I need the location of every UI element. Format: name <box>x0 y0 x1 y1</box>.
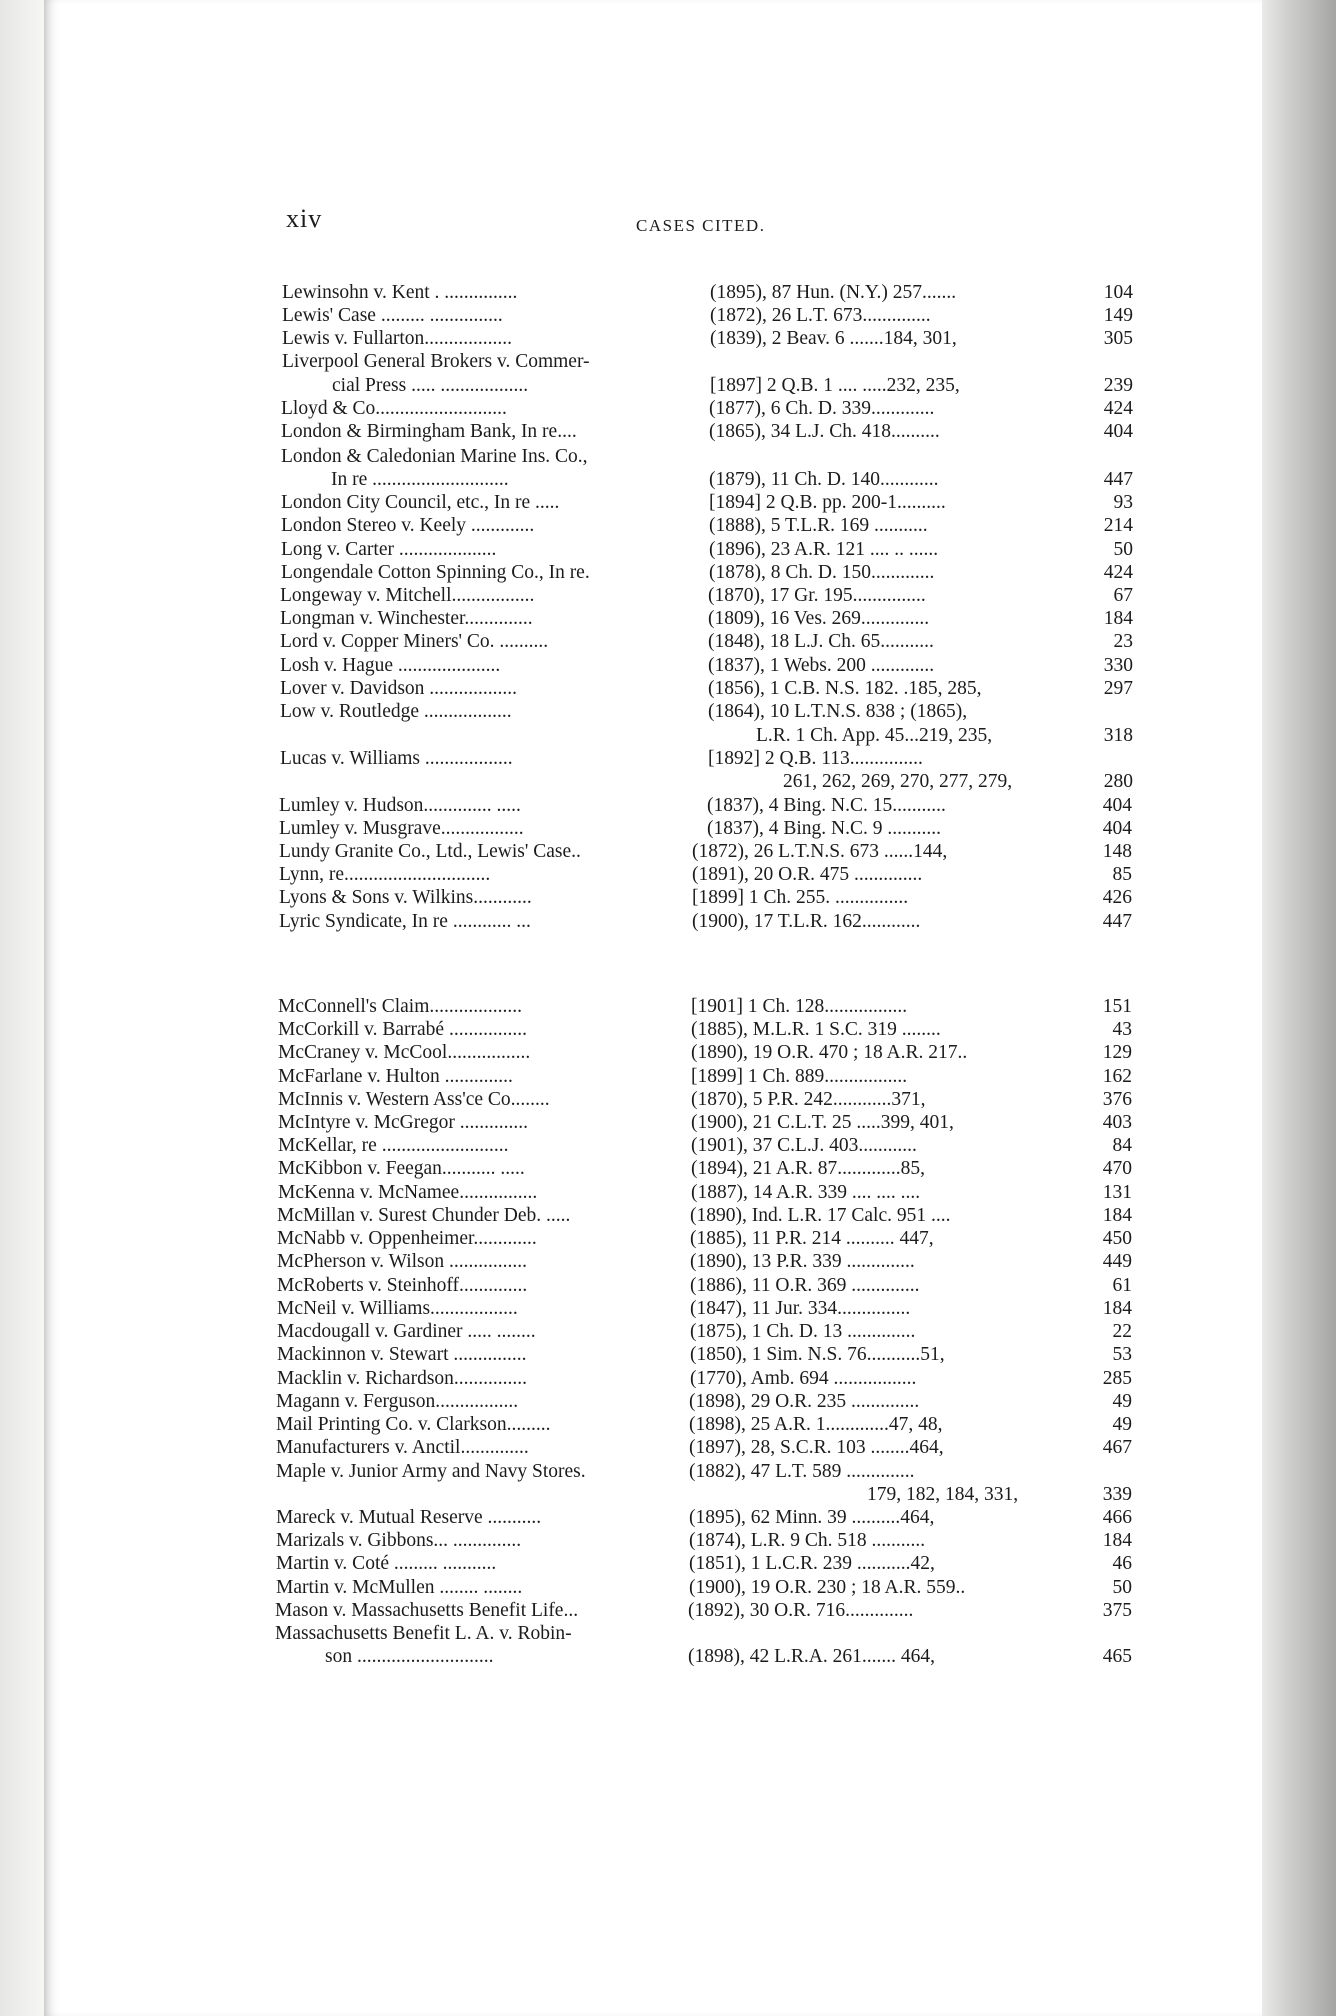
page-references: 131 <box>1102 1182 1132 1203</box>
case-citation: [1897] 2 Q.B. 1 .... .....232, 235, <box>710 375 960 396</box>
citation-line <box>0 492 1336 514</box>
citation-line <box>0 1275 1336 1297</box>
case-citation: [1899] 1 Ch. 889................. <box>691 1066 908 1087</box>
page-references: 470 <box>1102 1158 1132 1179</box>
page-references: 297 <box>1103 678 1133 699</box>
citation-line <box>0 1461 1336 1483</box>
page-references: 93 <box>1113 492 1133 513</box>
citation-line <box>0 631 1336 653</box>
citation-line <box>0 515 1336 537</box>
case-citation: (1890), Ind. L.R. 17 Calc. 951 .... <box>690 1205 951 1226</box>
case-name: Mail Printing Co. v. Clarkson......... <box>276 1414 551 1435</box>
citation-line <box>0 1182 1336 1204</box>
case-name: Marizals v. Gibbons... .............. <box>276 1530 522 1551</box>
page-references: 85 <box>1112 864 1132 885</box>
page-references: 465 <box>1102 1646 1132 1667</box>
case-citation: (1865), 34 L.J. Ch. 418.......... <box>709 421 940 442</box>
case-citation: (1856), 1 C.B. N.S. 182. .185, 285, <box>708 678 982 699</box>
page-references: 43 <box>1112 1019 1132 1040</box>
page-references: 424 <box>1103 562 1133 583</box>
case-citation: (1900), 19 O.R. 230 ; 18 A.R. 559.. <box>689 1577 966 1598</box>
citation-line <box>0 1344 1336 1366</box>
case-citation: (1900), 17 T.L.R. 162............ <box>692 911 921 932</box>
page-references: 447 <box>1103 469 1133 490</box>
case-citation: (1864), 10 L.T.N.S. 838 ; (1865), <box>708 701 968 722</box>
page-references: 404 <box>1102 795 1132 816</box>
case-name: McPherson v. Wilson ................ <box>277 1251 528 1272</box>
citation-line <box>0 1112 1336 1134</box>
case-citation: (1898), 42 L.R.A. 261....... 464, <box>688 1646 935 1667</box>
case-citation: (1892), 30 O.R. 716.............. <box>688 1600 914 1621</box>
case-citation: [1892] 2 Q.B. 113............... <box>708 748 923 769</box>
case-citation: (1890), 13 P.R. 339 .............. <box>690 1251 915 1272</box>
case-citation: (1882), 47 L.T. 589 .............. <box>689 1461 915 1482</box>
case-citation: (1895), 62 Minn. 39 ..........464, <box>689 1507 935 1528</box>
case-name: Longman v. Winchester.............. <box>280 608 533 629</box>
citation-line <box>0 398 1336 420</box>
case-name: London City Council, etc., In re ..... <box>281 492 560 513</box>
page-references: 447 <box>1102 911 1132 932</box>
citation-line <box>0 351 1336 373</box>
citation-line <box>0 1298 1336 1320</box>
case-name: McFarlane v. Hulton .............. <box>278 1066 513 1087</box>
citation-line <box>0 562 1336 584</box>
case-citation: (1895), 87 Hun. (N.Y.) 257....... <box>710 282 957 303</box>
case-citation: (1851), 1 L.C.R. 239 ...........42, <box>689 1553 935 1574</box>
case-name: McConnell's Claim................... <box>278 996 523 1017</box>
case-name: Manufacturers v. Anctil.............. <box>276 1437 529 1458</box>
citation-line <box>0 375 1336 397</box>
page-references: 318 <box>1103 725 1133 746</box>
citation-line <box>0 795 1336 817</box>
case-name: Losh v. Hague ..................... <box>280 655 501 676</box>
page-references: 148 <box>1102 841 1132 862</box>
page-references: 162 <box>1102 1066 1132 1087</box>
case-name: McInnis v. Western Ass'ce Co........ <box>278 1089 550 1110</box>
case-name: London & Birmingham Bank, In re.... <box>281 421 577 442</box>
citation-line <box>0 1205 1336 1227</box>
case-name: Long v. Carter .................... <box>281 539 497 560</box>
page-references: 449 <box>1102 1251 1132 1272</box>
citation-line <box>0 1484 1336 1506</box>
citation-line <box>0 1414 1336 1436</box>
citation-line <box>0 701 1336 723</box>
case-name: McKellar, re .......................... <box>278 1135 509 1156</box>
case-name: Maple v. Junior Army and Navy Stores. <box>276 1461 586 1482</box>
citation-line <box>0 725 1336 747</box>
case-citation: (1890), 19 O.R. 470 ; 18 A.R. 217.. <box>691 1042 968 1063</box>
case-name: Lewis' Case ......... ............... <box>282 305 503 326</box>
case-citation: [1894] 2 Q.B. pp. 200-1.......... <box>709 492 946 513</box>
running-head: CASES CITED. <box>636 216 766 235</box>
citation-line <box>0 1089 1336 1111</box>
page-references: 184 <box>1102 1530 1132 1551</box>
case-name: Lewis v. Fullarton.................. <box>282 328 513 349</box>
case-citation: (1896), 23 A.R. 121 .... .. ...... <box>709 539 939 560</box>
page-references: 285 <box>1102 1368 1132 1389</box>
page-references: 404 <box>1103 421 1133 442</box>
citation-line <box>0 1228 1336 1250</box>
page-references: 305 <box>1103 328 1133 349</box>
page-references: 129 <box>1102 1042 1132 1063</box>
citation-line <box>0 771 1336 793</box>
page-references: 49 <box>1112 1391 1132 1412</box>
page-references: 151 <box>1102 996 1132 1017</box>
case-name: McKibbon v. Feegan........... ..... <box>278 1158 525 1179</box>
citation-line <box>0 1530 1336 1552</box>
page-references: 184 <box>1102 1205 1132 1226</box>
case-name: Lewinsohn v. Kent . ............... <box>282 282 518 303</box>
page-references: 50 <box>1112 1577 1132 1598</box>
citation-line <box>0 996 1336 1018</box>
citation-line <box>0 282 1336 304</box>
case-name: Lyons & Sons v. Wilkins............ <box>279 887 532 908</box>
page-references: 84 <box>1112 1135 1132 1156</box>
citation-line <box>0 1600 1336 1622</box>
case-name: Lynn, re.............................. <box>279 864 491 885</box>
case-name: Magann v. Ferguson................. <box>276 1391 519 1412</box>
case-name: Macdougall v. Gardiner ..... ........ <box>277 1321 536 1342</box>
case-name: Liverpool General Brokers v. Commer- <box>282 351 590 372</box>
page-references: 184 <box>1102 1298 1132 1319</box>
citation-line <box>0 1437 1336 1459</box>
case-citation: (1770), Amb. 694 ................. <box>690 1368 917 1389</box>
page-references: 239 <box>1103 375 1133 396</box>
case-name: Longendale Cotton Spinning Co., In re. <box>281 562 590 583</box>
citation-line <box>0 421 1336 443</box>
page-references: 375 <box>1102 1600 1132 1621</box>
case-name: London Stereo v. Keely ............. <box>281 515 535 536</box>
citation-line <box>0 305 1336 327</box>
case-citation: 179, 182, 184, 331, <box>867 1484 1019 1505</box>
case-name: McNeil v. Williams.................. <box>277 1298 518 1319</box>
citation-line <box>0 911 1336 933</box>
case-name: Longeway v. Mitchell................. <box>280 585 535 606</box>
case-citation: (1870), 17 Gr. 195............... <box>708 585 926 606</box>
citation-line <box>0 1553 1336 1575</box>
case-citation: (1847), 11 Jur. 334............... <box>690 1298 911 1319</box>
page-references: 149 <box>1103 305 1133 326</box>
citation-line <box>0 1391 1336 1413</box>
case-citation: (1839), 2 Beav. 6 .......184, 301, <box>710 328 957 349</box>
citation-line <box>0 1019 1336 1041</box>
case-name: Lucas v. Williams .................. <box>280 748 513 769</box>
case-citation: (1837), 4 Bing. N.C. 15........... <box>707 795 946 816</box>
case-citation: (1887), 14 A.R. 339 .... .... .... <box>691 1182 921 1203</box>
case-name: McIntyre v. McGregor .............. <box>278 1112 529 1133</box>
case-citation: (1898), 25 A.R. 1.............47, 48, <box>689 1414 943 1435</box>
case-name: McCorkill v. Barrabé ................ <box>278 1019 527 1040</box>
page-references: 376 <box>1102 1089 1132 1110</box>
case-citation: (1850), 1 Sim. N.S. 76...........51, <box>690 1344 945 1365</box>
citation-line <box>0 328 1336 350</box>
page-references: 49 <box>1112 1414 1132 1435</box>
citation-line <box>0 1646 1336 1668</box>
page-references: 403 <box>1102 1112 1132 1133</box>
case-name: Martin v. Coté ......... ........... <box>276 1553 497 1574</box>
case-citation: (1870), 5 P.R. 242............371, <box>691 1089 926 1110</box>
case-citation: (1891), 20 O.R. 475 .............. <box>692 864 923 885</box>
case-citation: (1877), 6 Ch. D. 339............. <box>709 398 935 419</box>
case-citation: (1885), M.L.R. 1 S.C. 319 ........ <box>691 1019 941 1040</box>
case-citation: (1894), 21 A.R. 87.............85, <box>691 1158 925 1179</box>
case-name: McNabb v. Oppenheimer............. <box>277 1228 537 1249</box>
case-citation: L.R. 1 Ch. App. 45...219, 235, <box>756 725 993 746</box>
case-citation: (1837), 1 Webs. 200 ............. <box>708 655 935 676</box>
citation-line <box>0 1042 1336 1064</box>
citation-line <box>0 818 1336 840</box>
citation-line <box>0 1251 1336 1273</box>
case-citation: (1901), 37 C.L.J. 403............ <box>691 1135 917 1156</box>
page-references: 184 <box>1103 608 1133 629</box>
case-citation: (1898), 29 O.R. 235 .............. <box>689 1391 920 1412</box>
citation-line <box>0 887 1336 909</box>
case-name: Lumley v. Hudson.............. ..... <box>279 795 521 816</box>
case-name: cial Press ..... .................. <box>332 375 529 396</box>
case-name: Massachusetts Benefit L. A. v. Robin- <box>275 1623 572 1644</box>
citation-line <box>0 1158 1336 1180</box>
case-name: Mareck v. Mutual Reserve ........... <box>276 1507 542 1528</box>
case-name: Lord v. Copper Miners' Co. .......... <box>280 631 549 652</box>
case-name: London & Caledonian Marine Ins. Co., <box>281 446 588 467</box>
page-references: 22 <box>1112 1321 1132 1342</box>
case-citation: (1809), 16 Ves. 269.............. <box>708 608 930 629</box>
citation-line <box>0 608 1336 630</box>
citation-line <box>0 1507 1336 1529</box>
case-name: McRoberts v. Steinhoff.............. <box>277 1275 528 1296</box>
page-references: 467 <box>1102 1437 1132 1458</box>
citation-line <box>0 539 1336 561</box>
case-name: Mason v. Massachusetts Benefit Life... <box>275 1600 579 1621</box>
case-citation: [1899] 1 Ch. 255. ............... <box>692 887 909 908</box>
case-name: son ............................ <box>325 1646 494 1667</box>
page-references: 53 <box>1112 1344 1132 1365</box>
citation-line <box>0 678 1336 700</box>
case-name: Lumley v. Musgrave................. <box>279 818 524 839</box>
case-citation: (1875), 1 Ch. D. 13 .............. <box>690 1321 916 1342</box>
folio-number: xiv <box>286 204 323 233</box>
case-name: Lover v. Davidson .................. <box>280 678 518 699</box>
case-name: In re ............................ <box>331 469 509 490</box>
case-name: McCraney v. McCool................. <box>278 1042 531 1063</box>
citation-line <box>0 1577 1336 1599</box>
case-citation: (1886), 11 O.R. 369 .............. <box>690 1275 920 1296</box>
case-citation: (1874), L.R. 9 Ch. 518 ........... <box>689 1530 926 1551</box>
page-references: 104 <box>1103 282 1133 303</box>
citation-line <box>0 469 1336 491</box>
case-citation: (1848), 18 L.J. Ch. 65........... <box>708 631 934 652</box>
page-references: 46 <box>1112 1553 1132 1574</box>
case-citation: 261, 262, 269, 270, 277, 279, <box>783 771 1013 792</box>
citation-line <box>0 585 1336 607</box>
citation-line <box>0 1368 1336 1390</box>
case-name: Lundy Granite Co., Ltd., Lewis' Case.. <box>279 841 581 862</box>
page-references: 466 <box>1102 1507 1132 1528</box>
page-references: 426 <box>1102 887 1132 908</box>
case-citation: (1885), 11 P.R. 214 .......... 447, <box>690 1228 934 1249</box>
page-references: 214 <box>1103 515 1133 536</box>
case-name: Mackinnon v. Stewart ............... <box>277 1344 527 1365</box>
citation-line <box>0 748 1336 770</box>
case-citation: (1837), 4 Bing. N.C. 9 ........... <box>707 818 941 839</box>
page-references: 67 <box>1113 585 1133 606</box>
page-references: 404 <box>1102 818 1132 839</box>
citation-line <box>0 841 1336 863</box>
page-references: 330 <box>1103 655 1133 676</box>
citation-line <box>0 446 1336 468</box>
page-references: 23 <box>1113 631 1133 652</box>
citation-line <box>0 864 1336 886</box>
citation-line <box>0 1623 1336 1645</box>
case-citation: (1878), 8 Ch. D. 150............. <box>709 562 935 583</box>
case-citation: (1888), 5 T.L.R. 169 ........... <box>709 515 928 536</box>
page-references: 339 <box>1102 1484 1132 1505</box>
citation-line <box>0 655 1336 677</box>
case-citation: (1872), 26 L.T. 673.............. <box>710 305 931 326</box>
case-name: Lyric Syndicate, In re ............ ... <box>279 911 531 932</box>
case-name: Martin v. McMullen ........ ........ <box>276 1577 523 1598</box>
page-references: 61 <box>1112 1275 1132 1296</box>
case-name: Macklin v. Richardson............... <box>277 1368 528 1389</box>
page-references: 424 <box>1103 398 1133 419</box>
case-name: Lloyd & Co........................... <box>281 398 507 419</box>
case-name: Low v. Routledge .................. <box>280 701 512 722</box>
case-name: McMillan v. Surest Chunder Deb. ..... <box>277 1205 571 1226</box>
page-references: 450 <box>1102 1228 1132 1249</box>
case-name: McKenna v. McNamee................ <box>278 1182 538 1203</box>
case-citation: (1879), 11 Ch. D. 140............ <box>709 469 939 490</box>
case-citation: (1900), 21 C.L.T. 25 .....399, 401, <box>691 1112 954 1133</box>
citation-line <box>0 1135 1336 1157</box>
case-citation: (1872), 26 L.T.N.S. 673 ......144, <box>692 841 948 862</box>
case-citation: [1901] 1 Ch. 128................. <box>691 996 908 1017</box>
citation-line <box>0 1066 1336 1088</box>
page-references: 280 <box>1103 771 1133 792</box>
citation-line <box>0 1321 1336 1343</box>
case-citation: (1897), 28, S.C.R. 103 ........464, <box>689 1437 944 1458</box>
page-references: 50 <box>1113 539 1133 560</box>
